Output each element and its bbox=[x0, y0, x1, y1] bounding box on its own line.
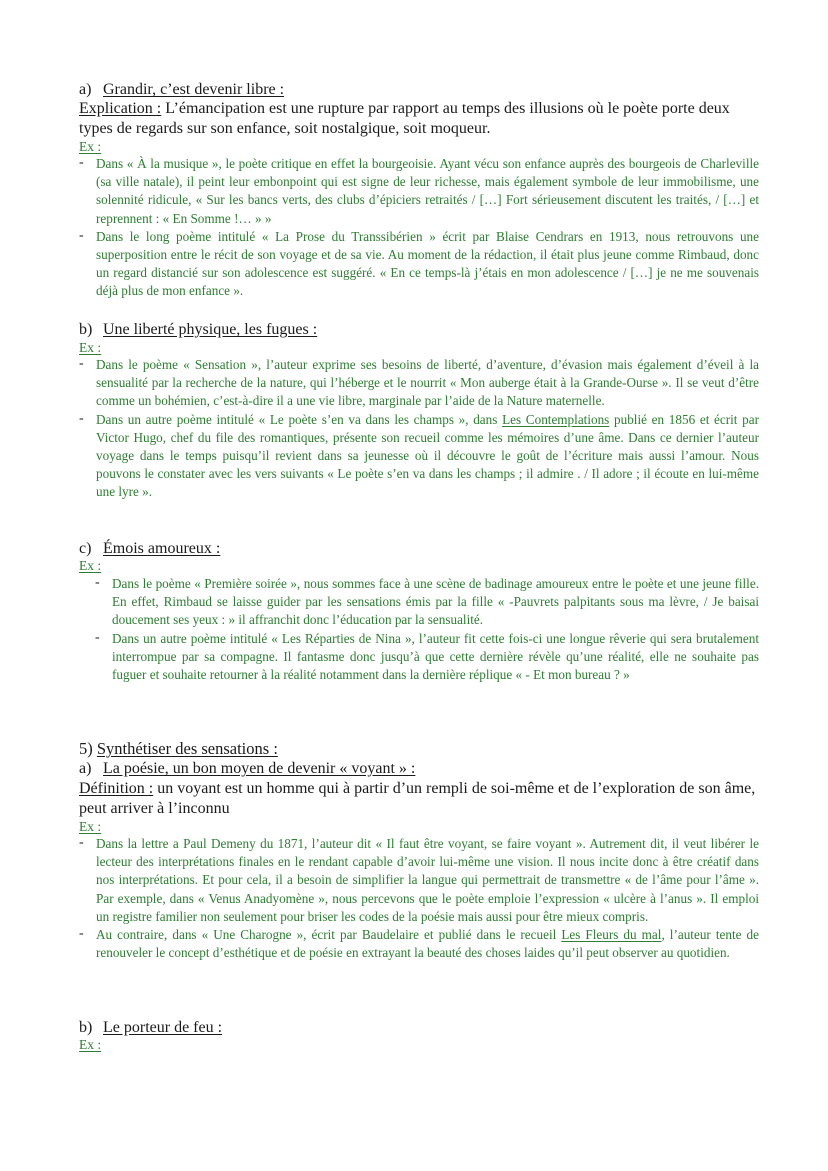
section-heading-c bbox=[79, 539, 759, 559]
section-heading-5a bbox=[79, 759, 759, 779]
part-number: 5) bbox=[79, 739, 93, 758]
list-item: - Dans le poème « Première soirée », nous sommes face à une scène de badinage amoureux entre le poète et une jeune fille. En effet, Rimbaud se laisse guider par les sensations émis par la fille « -Pauvrets palpitants sous ma lèvre, / Je baisai doucement ses yeux : » il affranchit donc l’éducation par la sensualité. bbox=[79, 575, 759, 630]
list-item bbox=[79, 926, 759, 962]
definition-text: un voyant est un homme qui à partir d’un rempli de soi-même et de l’exploration de son âme, peut arriver à l’inconnu bbox=[79, 780, 756, 817]
heading-label: b) bbox=[79, 1019, 93, 1036]
book-title: Les Contemplations bbox=[502, 411, 610, 427]
section-heading-a bbox=[79, 80, 759, 100]
example-list bbox=[79, 155, 759, 301]
book-title: Les Fleurs du mal bbox=[561, 927, 662, 943]
list-item: - Dans le long poème intitulé « La Prose du Transsibérien » écrit par Blaise Cendrars en 1913, nous retrouvons une superposition entre le récit de son voyage et de sa vie. Au moment de la rédaction, il était plus jeune comme Rimbaud, donc un regard distancié sur son adolescence est suggéré. « En ce temps-là j’étais en mon adolescence / […] je ne me souvenais déjà plus de mon enfance ». bbox=[79, 228, 759, 301]
heading-title: Émois amoureux : bbox=[103, 540, 221, 557]
heading-label: a) bbox=[79, 81, 92, 98]
ex-label: Ex : bbox=[79, 340, 102, 355]
list-item-text: publié en 1856 et écrit par Victor Hugo, chef du file des romantiques, présente son recueil comme les mémoires d’une âme. Dans ce dernier l’auteur voyage dans le temps puisqu’il revient dans sa jeunesse où il découvre le goût de l’écriture mais aussi l’amour. Nous pouvons le constater avec les vers suivants « Le poète s’en va dans les champs ; il admire . / Il adore ; il écoute en lui-même une lyre ». bbox=[96, 411, 759, 500]
heading-title: Une liberté physique, les fugues : bbox=[103, 321, 318, 338]
list-item-text: , l’auteur tente de renouveler le concept d’esthétique et de poésie en extrayant la beauté des choses laides qu’il peut observer au quotidien. bbox=[96, 927, 759, 961]
list-item: - Dans un autre poème intitulé « Les Réparties de Nina », l’auteur fit cette fois-ci une longue rêverie qui sera brutalement interrompue par sa compagne. Il fantasme donc jusqu’à que cette dernière révèle qu’une réalité, elle ne souhaite pas fuguer et souhaite retourner à la réalité notamment dans la dernière réplique « - Et mon bureau ? » bbox=[79, 630, 759, 685]
explication-text: L’émancipation est une rupture par rapport au temps des illusions où le poète porte deux types de regards sur son enfance, soit nostalgique, soit moqueur. bbox=[79, 100, 730, 137]
part-title: Synthétiser des sensations : bbox=[96, 739, 278, 758]
list-item-text: Au contraire, dans « Une Charogne », écrit par Baudelaire et publié dans le recueil bbox=[96, 927, 562, 943]
example-list bbox=[79, 356, 759, 502]
heading-label: a) bbox=[79, 760, 92, 777]
ex-label: Ex : bbox=[79, 1037, 102, 1052]
heading-title: Le porteur de feu : bbox=[103, 1019, 223, 1036]
ex-label: Ex : bbox=[79, 139, 102, 154]
example-list bbox=[79, 575, 759, 684]
list-item: - Dans le poème « Sensation », l’auteur exprime ses besoins de liberté, d’aventure, d’évasion mais également d’éveil à la sensualité par la recherche de la nature, qui l’héberge et le nourrit « Mon auberge était à la Grande-Ourse ». Il se veut d’être comme un bohémien, c’est-à-dire il a une vie libre, marginale par l’aide de la Nature maternelle. bbox=[79, 356, 759, 411]
definition-paragraph bbox=[79, 779, 759, 819]
section-heading-b bbox=[79, 320, 759, 340]
heading-title: La poésie, un bon moyen de devenir « voyant » : bbox=[103, 760, 416, 777]
explication-paragraph bbox=[79, 99, 759, 139]
list-item bbox=[79, 411, 759, 502]
ex-label: Ex : bbox=[79, 819, 102, 834]
definition-label: Définition : bbox=[79, 780, 154, 797]
example-list bbox=[79, 835, 759, 962]
list-item: - Dans la lettre a Paul Demeny du 1871, l’auteur dit « Il faut être voyant, se faire voyant ». Autrement dit, il veut libérer le lecteur des interprétations finales en le rendant capable d’avoir lui-même une vision. Il nous incite donc à être créatif dans nos interprétations. Et pour cela, il a besoin de simplifier la langue qui permettrait de transmettre « de l’âme pour l’âme ». Par exemple, dans « Venus Anadyomène », nous percevons que le poète emploie l’expression « ulcère à l’anus ». Il emploi un registre familier non seulement pour briser les codes de la poésie mais aussi pour être mieux compris. bbox=[79, 835, 759, 926]
heading-title: Grandir, c’est devenir libre : bbox=[103, 81, 285, 98]
part-5-heading bbox=[79, 738, 759, 759]
heading-label: b) bbox=[79, 321, 93, 338]
list-item: - Dans « À la musique », le poète critique en effet la bourgeoisie. Ayant vécu son enfance auprès des bourgeois de Charleville (sa ville natale), il peint leur embonpoint qui est signe de leur richesse, mais également symbole de leur immobilisme, une solennité ridicule, « Sur les bancs verts, des clubs d’épiciers retraités / […] Fort sérieusement discutent les traités, / […] et reprennent : « En Somme !… » » bbox=[79, 155, 759, 228]
section-heading-5b bbox=[79, 1018, 759, 1038]
heading-label: c) bbox=[79, 540, 92, 557]
explication-label: Explication : bbox=[79, 100, 162, 117]
ex-label: Ex : bbox=[79, 558, 102, 573]
list-item-text: Dans un autre poème intitulé « Le poète s’en va dans les champs », dans bbox=[96, 411, 503, 427]
